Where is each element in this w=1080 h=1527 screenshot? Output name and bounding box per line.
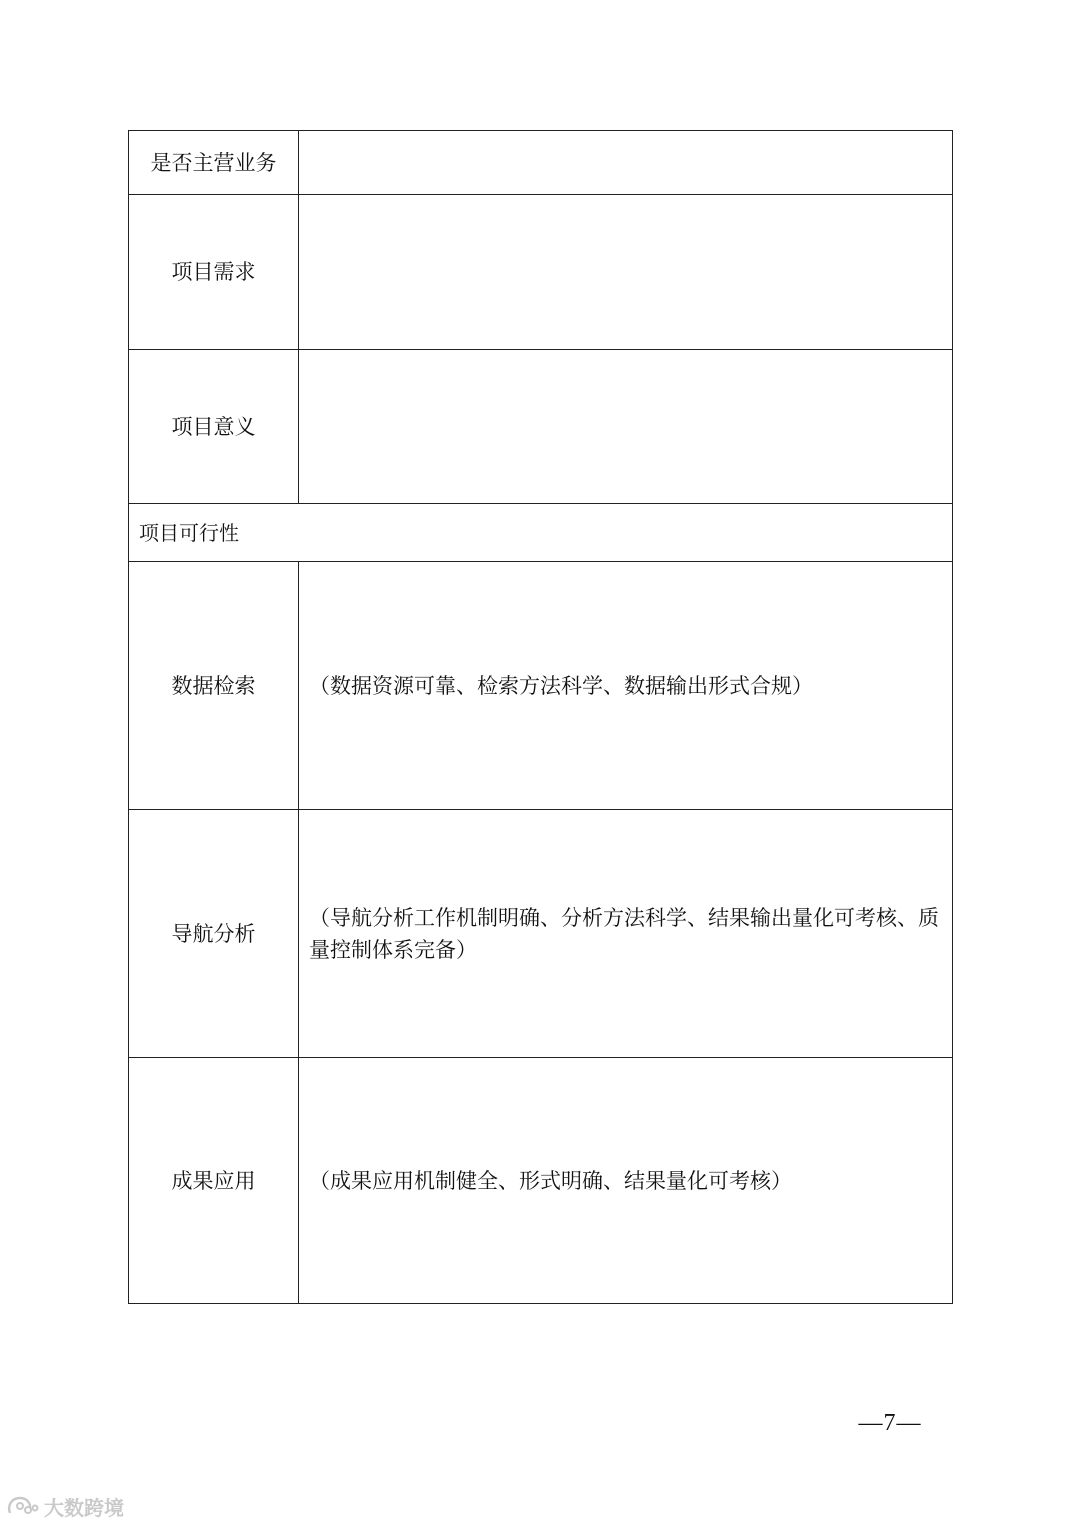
data-retrieval-value[interactable]: （数据资源可靠、检索方法科学、数据输出形式合规） xyxy=(299,562,953,810)
project-need-label: 项目需求 xyxy=(129,195,299,350)
feasibility-section-title: 项目可行性 xyxy=(129,504,953,562)
table-row-result-application xyxy=(129,1058,953,1304)
main-business-label: 是否主营业务 xyxy=(129,131,299,195)
data-retrieval-label: 数据检索 xyxy=(129,562,299,810)
project-need-value[interactable] xyxy=(299,195,953,350)
table-row-project-meaning xyxy=(129,350,953,504)
table-row-section-feasibility xyxy=(129,504,953,562)
project-meaning-value[interactable] xyxy=(299,350,953,504)
watermark xyxy=(6,1492,124,1521)
watermark-text: 大数跨境 xyxy=(44,1496,124,1520)
page-number: —7— xyxy=(858,1410,922,1436)
table-row-project-need xyxy=(129,195,953,350)
navigation-analysis-label: 导航分析 xyxy=(129,810,299,1058)
application-form-table xyxy=(128,130,953,1304)
table-row-main-business xyxy=(129,131,953,195)
wechat-logo-icon xyxy=(6,1495,40,1519)
navigation-analysis-value[interactable]: （导航分析工作机制明确、分析方法科学、结果输出量化可考核、质量控制体系完备） xyxy=(299,810,953,1058)
main-business-value[interactable] xyxy=(299,131,953,195)
project-meaning-label: 项目意义 xyxy=(129,350,299,504)
result-application-value[interactable]: （成果应用机制健全、形式明确、结果量化可考核） xyxy=(299,1058,953,1304)
table-row-data-retrieval xyxy=(129,562,953,810)
result-application-label: 成果应用 xyxy=(129,1058,299,1304)
table-row-navigation-analysis xyxy=(129,810,953,1058)
